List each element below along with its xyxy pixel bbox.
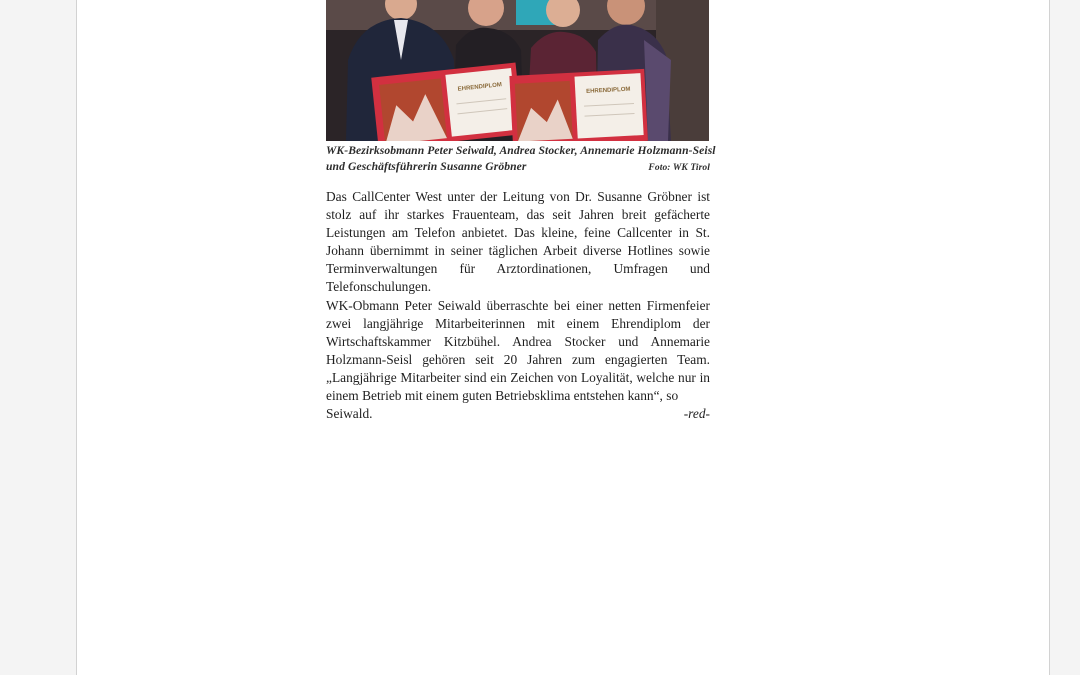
caption-line-2: und Geschäftsführerin Susanne Gröbner <box>326 160 527 173</box>
caption-line-2-row <box>326 159 710 176</box>
photo-credit: Foto: WK Tirol <box>648 163 710 173</box>
author-signoff: -red- <box>683 406 710 422</box>
paragraph-2: WK-Obmann Peter Seiwald überraschte bei einer netten Firmenfeier zwei langjährige Mitarbeiterinnen mit einem Ehrendiplom der Wirtschaftskammer Kitzbühel. Andrea Stocker und Annemarie Holzmann-Seisl gehören seit 20 Jahren zum engagierten Team. „Langjährige Mitarbeiter sind ein Zeichen von Loyalität, welche nur in einem Betrieb mit einem guten Betriebsklima entstehen kann“, so <box>326 297 710 404</box>
photo-illustration <box>326 0 709 141</box>
caption-line-1: WK-Bezirksobmann Peter Seiwald, Andrea Stocker, Annemarie Holzmann-Seisl <box>326 144 716 157</box>
closing-word: Seiwald. <box>326 406 373 422</box>
closing-line <box>326 405 710 423</box>
document-page <box>76 0 1050 675</box>
article-body <box>326 188 710 423</box>
photo-caption <box>326 143 716 176</box>
paragraph-1: Das CallCenter West unter der Leitung von Dr. Susanne Gröbner ist stolz auf ihr starkes Frauenteam, das seit Jahren breit gefächerte Leistungen am Telefon anbietet. Das kleine, feine Callcenter in St. Johann übernimmt in seiner täglichen Arbeit diverse Hotlines sowie Terminverwaltungen für Arztordinationen, Umfragen und Telefonschulungen. <box>326 189 710 295</box>
article-photo <box>326 0 709 141</box>
diploma-label: EHRENDIPLOM <box>457 82 503 93</box>
diploma-label: EHRENDIPLOM <box>585 86 631 95</box>
